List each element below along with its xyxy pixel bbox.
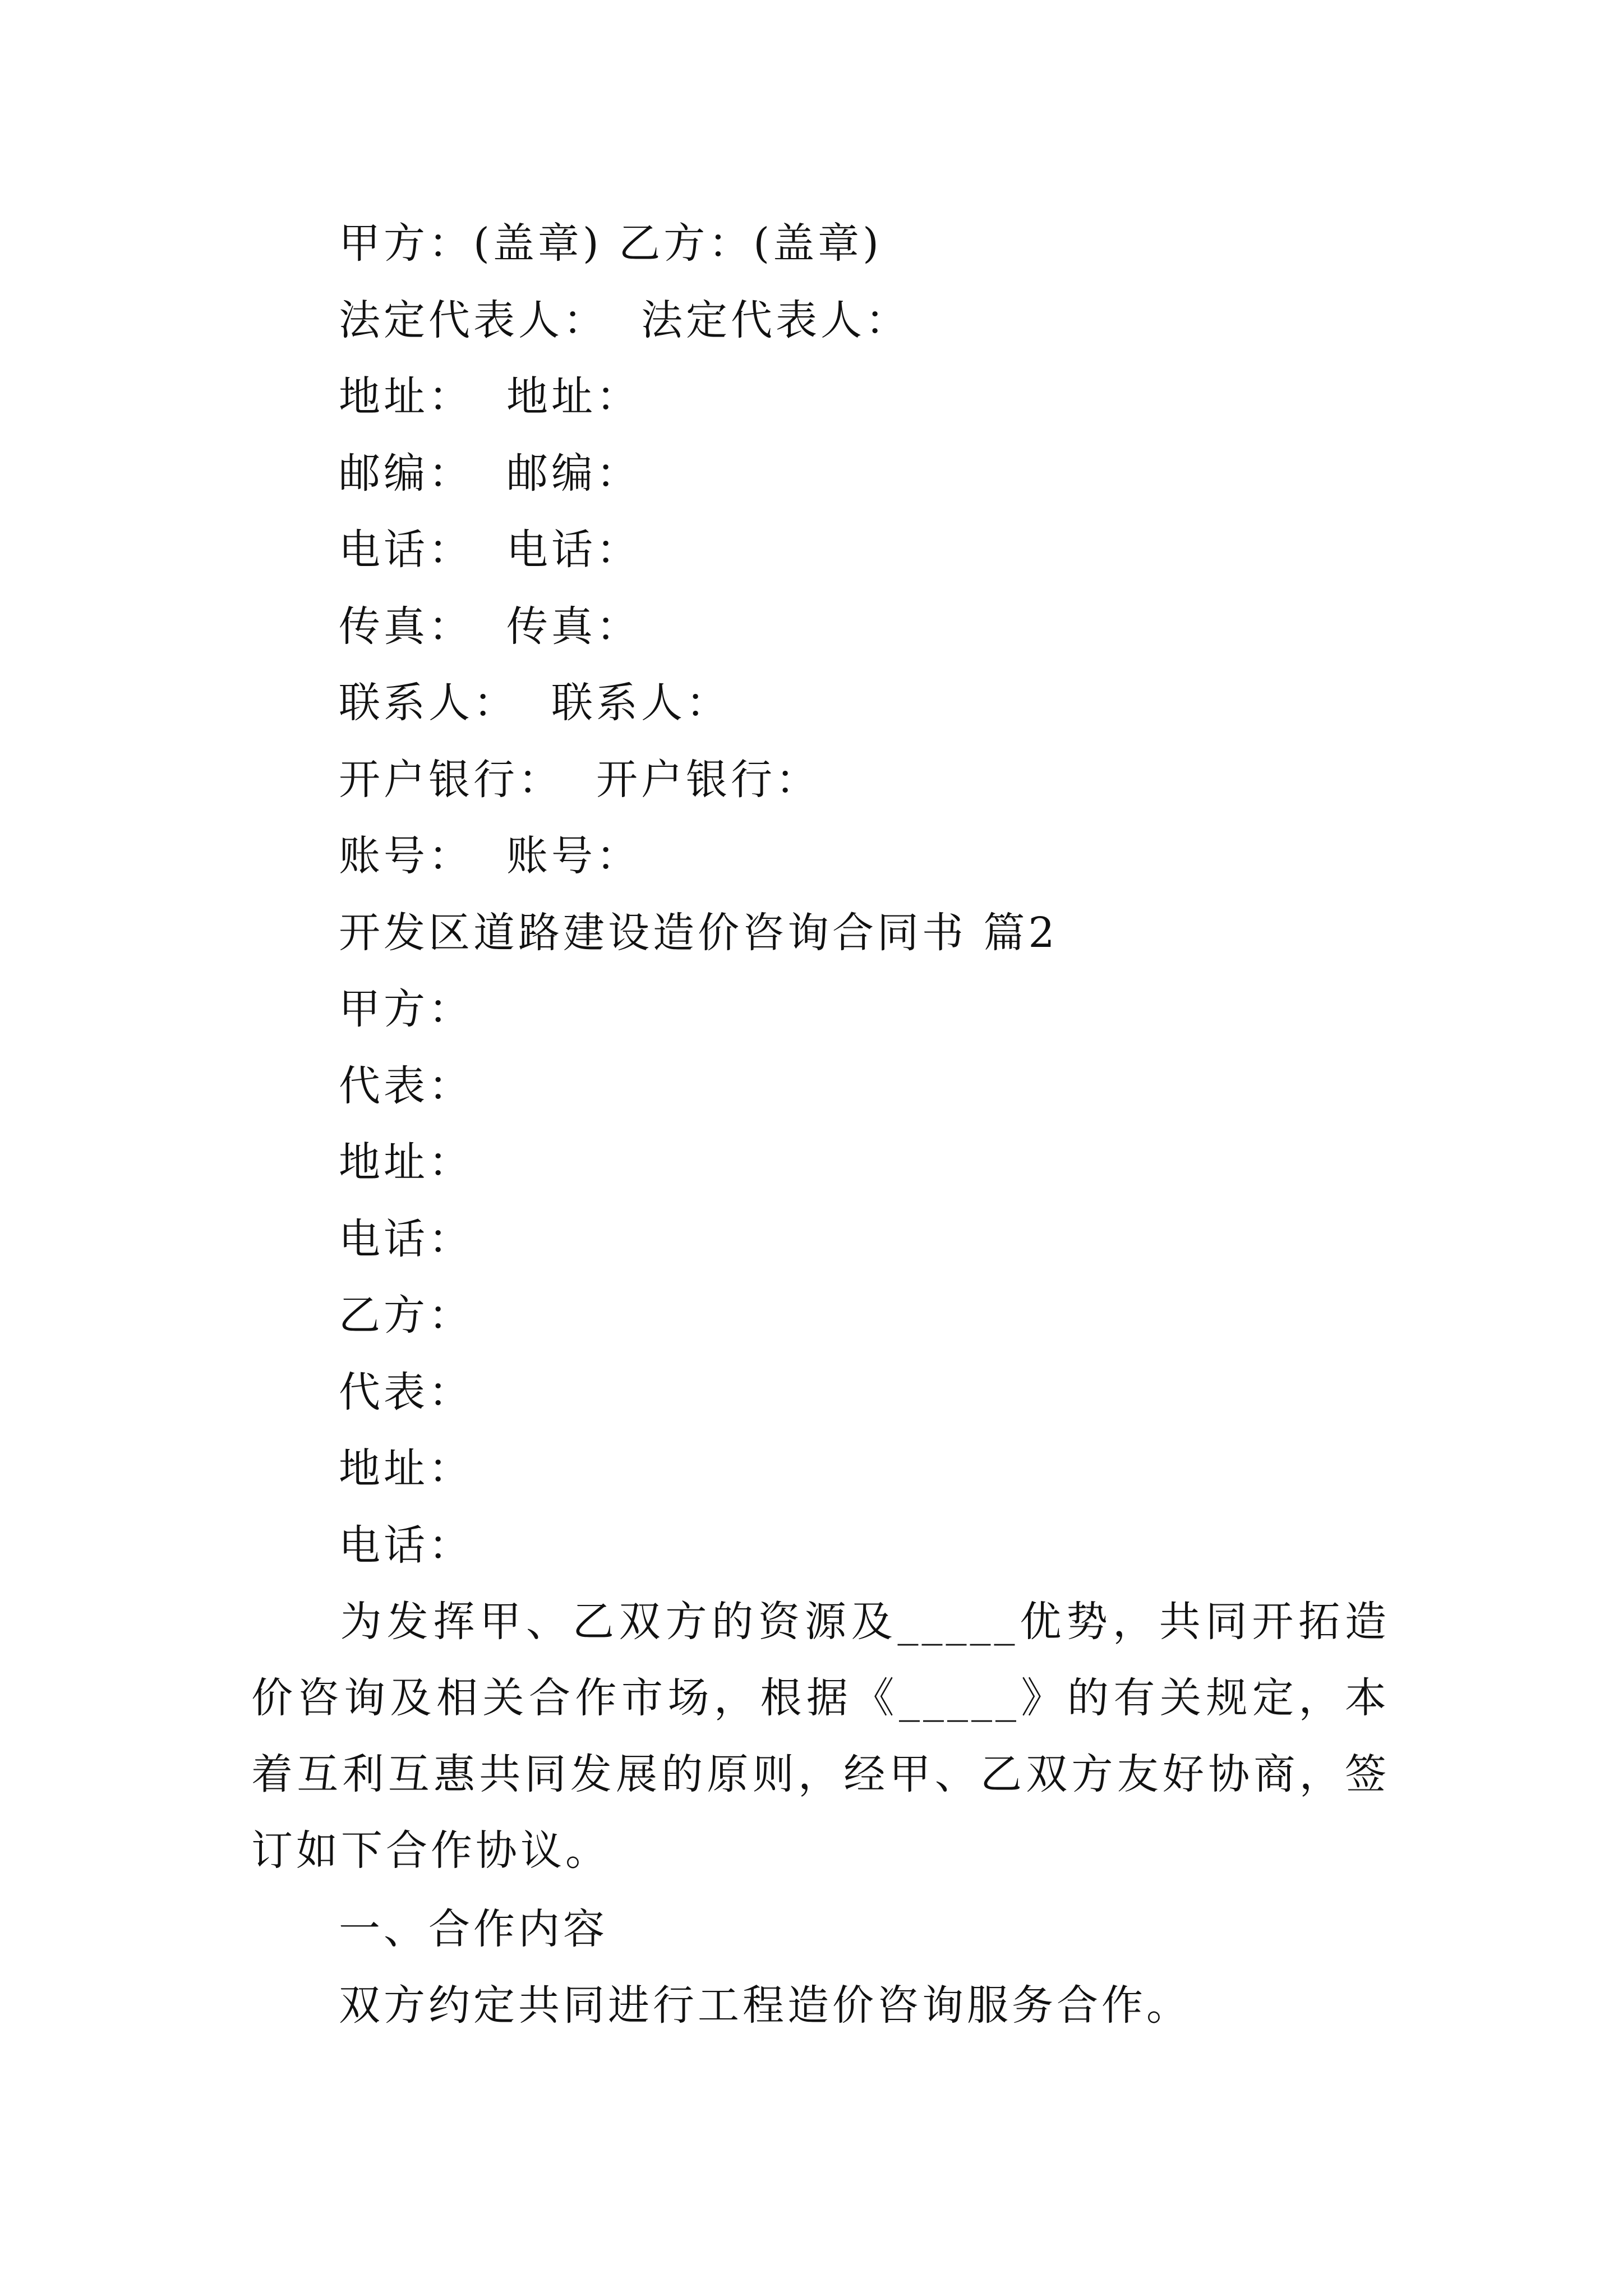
clause-1-body: 双方约定共同进行工程造价咨询服务合作。 xyxy=(339,1981,1191,2030)
party-b-rep-label: 代表： xyxy=(339,1368,473,1416)
clause-1-heading: 一、合作内容 xyxy=(339,1905,608,1953)
seal-line: 甲方：(盖章) 乙方：(盖章) xyxy=(339,219,883,268)
address-line: 地址： 地址： xyxy=(339,372,642,421)
party-a-phone-label: 电话： xyxy=(339,1215,473,1263)
party-a-rep-label: 代表： xyxy=(339,1062,473,1110)
phone-line: 电话： 电话： xyxy=(339,526,642,574)
postcode-line: 邮编： 邮编： xyxy=(339,449,642,498)
party-a-name-label: 甲方： xyxy=(339,985,473,1033)
preamble-paragraph xyxy=(251,1584,1390,1889)
legal-rep-line: 法定代表人： 法定代表人： xyxy=(339,296,911,344)
party-b-name-label: 乙方： xyxy=(339,1291,473,1340)
bank-line: 开户银行： 开户银行： xyxy=(339,756,821,804)
contact-line: 联系人： 联系人： xyxy=(339,679,731,727)
preamble-text: 为发挥甲、乙双方的资源及_____优势，共同开拓造价咨询及相关合作市场，根据《_____》的有关规定，本着互利互惠共同发展的原则，经甲、乙双方友好协商，签订如下合作协议。 xyxy=(251,1598,1390,1875)
fax-line: 传真： 传真： xyxy=(339,602,642,651)
party-b-phone-label: 电话： xyxy=(339,1521,473,1570)
party-b-address-label: 地址： xyxy=(339,1444,473,1493)
party-a-address-label: 地址： xyxy=(339,1138,473,1186)
section-title: 开发区道路建设造价咨询合同书 篇2 xyxy=(339,909,1058,957)
account-line: 账号： 账号： xyxy=(339,832,642,880)
